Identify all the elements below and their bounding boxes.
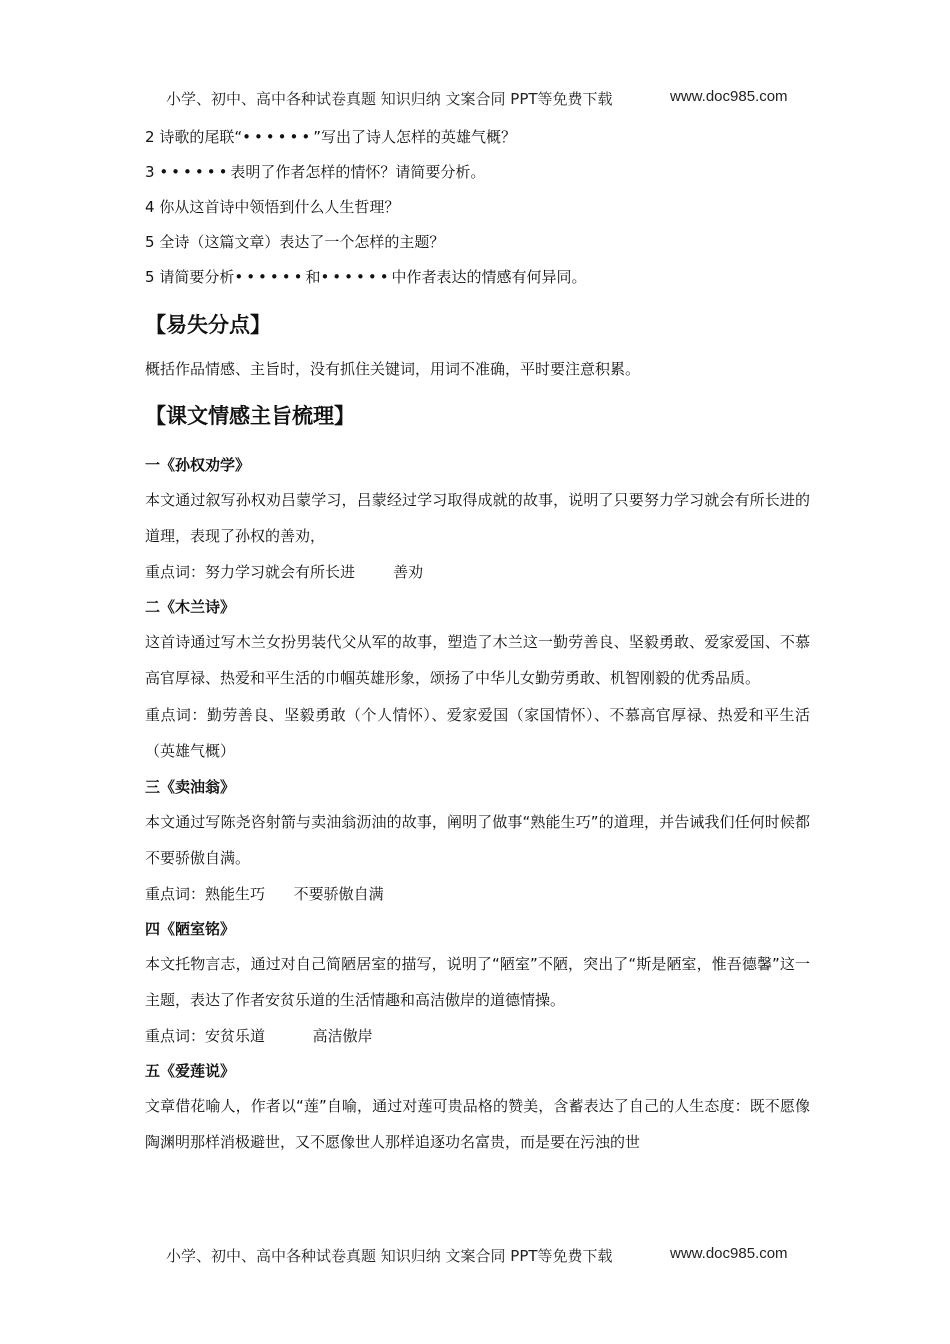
section-heading-summary: 【课文情感主旨梳理】 [145, 403, 355, 428]
document-body [145, 120, 810, 1161]
question-text: 请简要分析 [159, 268, 235, 286]
question-item [145, 225, 810, 260]
section-heading-pitfall: 【易失分点】 [145, 313, 271, 337]
header-tagline: 小学、初中、高中各种试卷真题 知识归纳 文案合同 PPT等免费下载 [166, 90, 613, 108]
question-list [145, 120, 810, 295]
lesson-summary: 文章借花喻人，作者以“莲”自喻，通过对莲可贵品格的赞美，含蓄表达了自己的人生态度：既不愿像陶渊明那样消极避世，又不愿像世人那样追逐功名富贵，而是要在污浊的世 [145, 1096, 810, 1151]
question-item [145, 190, 810, 225]
question-number: 2 [145, 128, 155, 146]
question-text: 全诗（这篇文章）表达了一个怎样的主题？ [159, 233, 445, 251]
lesson-summary: 这首诗通过写木兰女扮男装代父从军的故事，塑造了木兰这一勤劳善良、坚毅勇敢、爱家爱国、不慕高官厚禄、热爱和平生活的巾帼英雄形象，颂扬了中华儿女勤劳勇敢、机智刚毅的优秀品质。 [145, 632, 810, 687]
lesson-summary: 本文通过叙写孙权劝吕蒙学习，吕蒙经过学习取得成就的故事，说明了只要努力学习就会有所长进的道理，表现了孙权的善劝， [145, 490, 810, 545]
question-number: 5 [145, 268, 155, 286]
lesson-keywords: 重点词：安贫乐道 高洁傲岸 [145, 1026, 373, 1045]
summary-item [145, 912, 810, 1054]
lesson-keywords: 重点词：熟能生巧 不要骄傲自满 [145, 884, 384, 903]
summary-item [145, 770, 810, 912]
lesson-title: 四《陋室铭》 [145, 919, 236, 938]
omission-dots: •••••• [320, 268, 392, 286]
lesson-summary: 本文托物言志，通过对自己简陋居室的描写，说明了“陋室”不陋，突出了“斯是陋室，惟吾德馨”这一主题，表达了作者安贫乐道的生活情趣和高洁傲岸的道德情操。 [145, 954, 810, 1009]
question-number: 5 [145, 233, 155, 251]
question-text: ”写出了诗人怎样的英雄气概？ [313, 128, 516, 146]
header-website-link[interactable]: www.doc985.com [670, 88, 788, 105]
question-text: 中作者表达的情感有何异同。 [391, 268, 587, 286]
lesson-keywords: 重点词：努力学习就会有所长进 善劝 [145, 562, 424, 581]
question-item [145, 155, 810, 190]
summary-item [145, 448, 810, 590]
omission-dots: •••••• [234, 268, 306, 286]
lesson-keywords: 重点词：勤劳善良、坚毅勇敢（个人情怀）、爱家爱国（家国情怀）、不慕高官厚禄、热爱和平生活（英雄气概） [145, 705, 810, 760]
footer-tagline: 小学、初中、高中各种试卷真题 知识归纳 文案合同 PPT等免费下载 [166, 1247, 613, 1265]
pitfall-text: 概括作品情感、主旨时，没有抓住关键词，用词不准确，平时要注意积累。 [145, 360, 641, 378]
question-item [145, 120, 810, 155]
lesson-title: 一《孙权劝学》 [145, 455, 251, 474]
question-item [145, 260, 810, 295]
lesson-title: 三《卖油翁》 [145, 777, 236, 796]
question-text: 你从这首诗中领悟到什么人生哲理？ [159, 198, 400, 216]
lesson-summary: 本文通过写陈尧咨射箭与卖油翁沥油的故事，阐明了做事“熟能生巧”的道理，并告诫我们任何时候都不要骄傲自满。 [145, 812, 810, 867]
footer-website-link[interactable]: www.doc985.com [670, 1245, 788, 1262]
question-number: 3 [145, 163, 155, 181]
question-number: 4 [145, 198, 155, 216]
summary-item [145, 590, 810, 770]
lesson-title: 五《爱莲说》 [145, 1061, 236, 1080]
lesson-title: 二《木兰诗》 [145, 597, 236, 616]
summary-item [145, 1054, 810, 1161]
question-text: 和 [305, 268, 321, 286]
omission-dots: •••••• [159, 163, 231, 181]
question-text: 表明了作者怎样的情怀？请简要分析。 [230, 163, 486, 181]
question-text: 诗歌的尾联“ [159, 128, 243, 146]
omission-dots: •••••• [242, 128, 314, 146]
